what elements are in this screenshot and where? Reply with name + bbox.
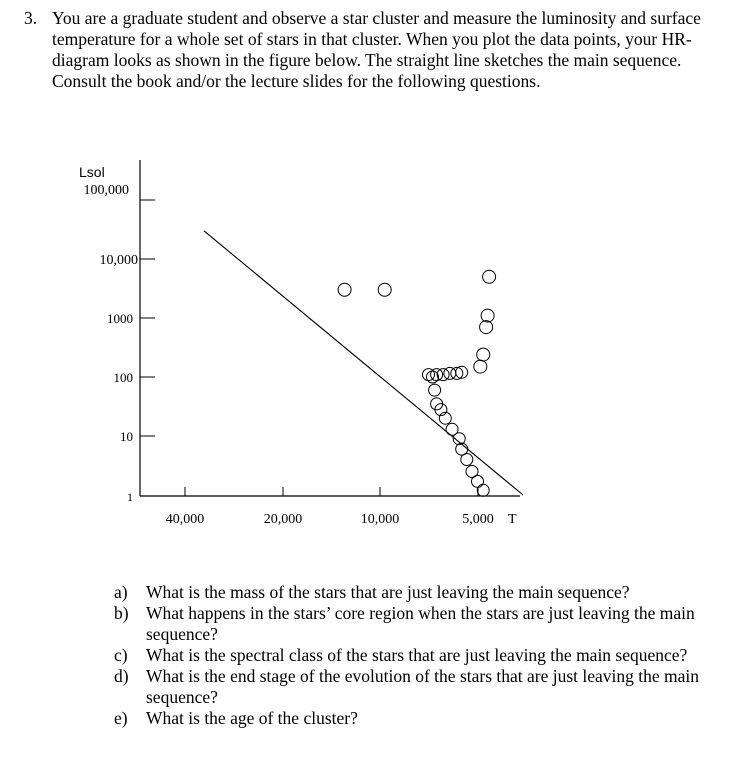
data-points	[338, 270, 496, 496]
sub-question-item	[114, 582, 714, 603]
x-tick-label: 40,000	[165, 512, 205, 527]
x-tick-label: 10,000	[360, 512, 400, 527]
star-point	[427, 371, 439, 383]
sub-question-text: What is the age of the cluster?	[146, 708, 358, 728]
y-tick-label: 100	[113, 370, 133, 385]
sub-question-label: e)	[114, 708, 128, 728]
star-point	[338, 283, 351, 296]
x-tick-label: 20,000	[263, 512, 303, 527]
x-tick-label: 5,000	[462, 512, 494, 527]
sub-question-item	[114, 666, 714, 708]
sub-question-text: What is the end stage of the evolution of the stars that are just leaving the main sequence?	[146, 666, 700, 707]
star-point	[474, 360, 487, 373]
sub-question-label: b)	[114, 603, 129, 623]
sub-questions	[114, 582, 714, 729]
star-point	[481, 309, 494, 322]
y-tick-label: 1000	[107, 311, 133, 326]
sub-question-text: What is the mass of the stars that are just leaving the main sequence?	[146, 582, 630, 602]
star-point	[378, 283, 391, 296]
star-point	[461, 454, 473, 466]
star-point	[429, 384, 441, 396]
sub-question-label: a)	[114, 582, 128, 602]
star-point	[477, 484, 489, 496]
sub-question-text: What happens in the stars’ core region when the stars are just leaving the main sequence?	[146, 603, 695, 644]
star-point	[477, 348, 490, 361]
sub-question-label: d)	[114, 666, 129, 686]
star-point	[483, 270, 496, 283]
y-tick-label: 10,000	[99, 253, 138, 268]
hr-diagram	[0, 150, 747, 540]
x-axis-label: T	[508, 512, 517, 527]
y-tick-label: 1	[127, 490, 133, 504]
y-tick-label: 10	[120, 429, 133, 444]
y-axis-label: Lsol	[79, 164, 105, 180]
star-point	[472, 475, 484, 487]
sub-question-item	[114, 708, 714, 729]
sub-question-item	[114, 603, 714, 645]
sub-question-item	[114, 645, 714, 666]
star-point	[444, 367, 456, 379]
y-tick-label: 100,000	[83, 183, 129, 198]
question-number: 3.	[24, 8, 38, 28]
sub-question-text: What is the spectral class of the stars that are just leaving the main sequence?	[146, 645, 688, 665]
sub-question-label: c)	[114, 645, 128, 665]
question-block	[24, 8, 724, 92]
star-point	[480, 321, 493, 334]
y-ticks	[84, 183, 156, 504]
x-ticks	[166, 487, 494, 527]
question-text: You are a graduate student and observe a star cluster and measure the luminosity and surface temperature for a whole set of stars in that cluster. When you plot the data points, your HR-diagram looks as shown in the figure below. The straight line sketches the main sequence. Consult the book and/or the lecture slides for the following questions.	[52, 8, 701, 91]
